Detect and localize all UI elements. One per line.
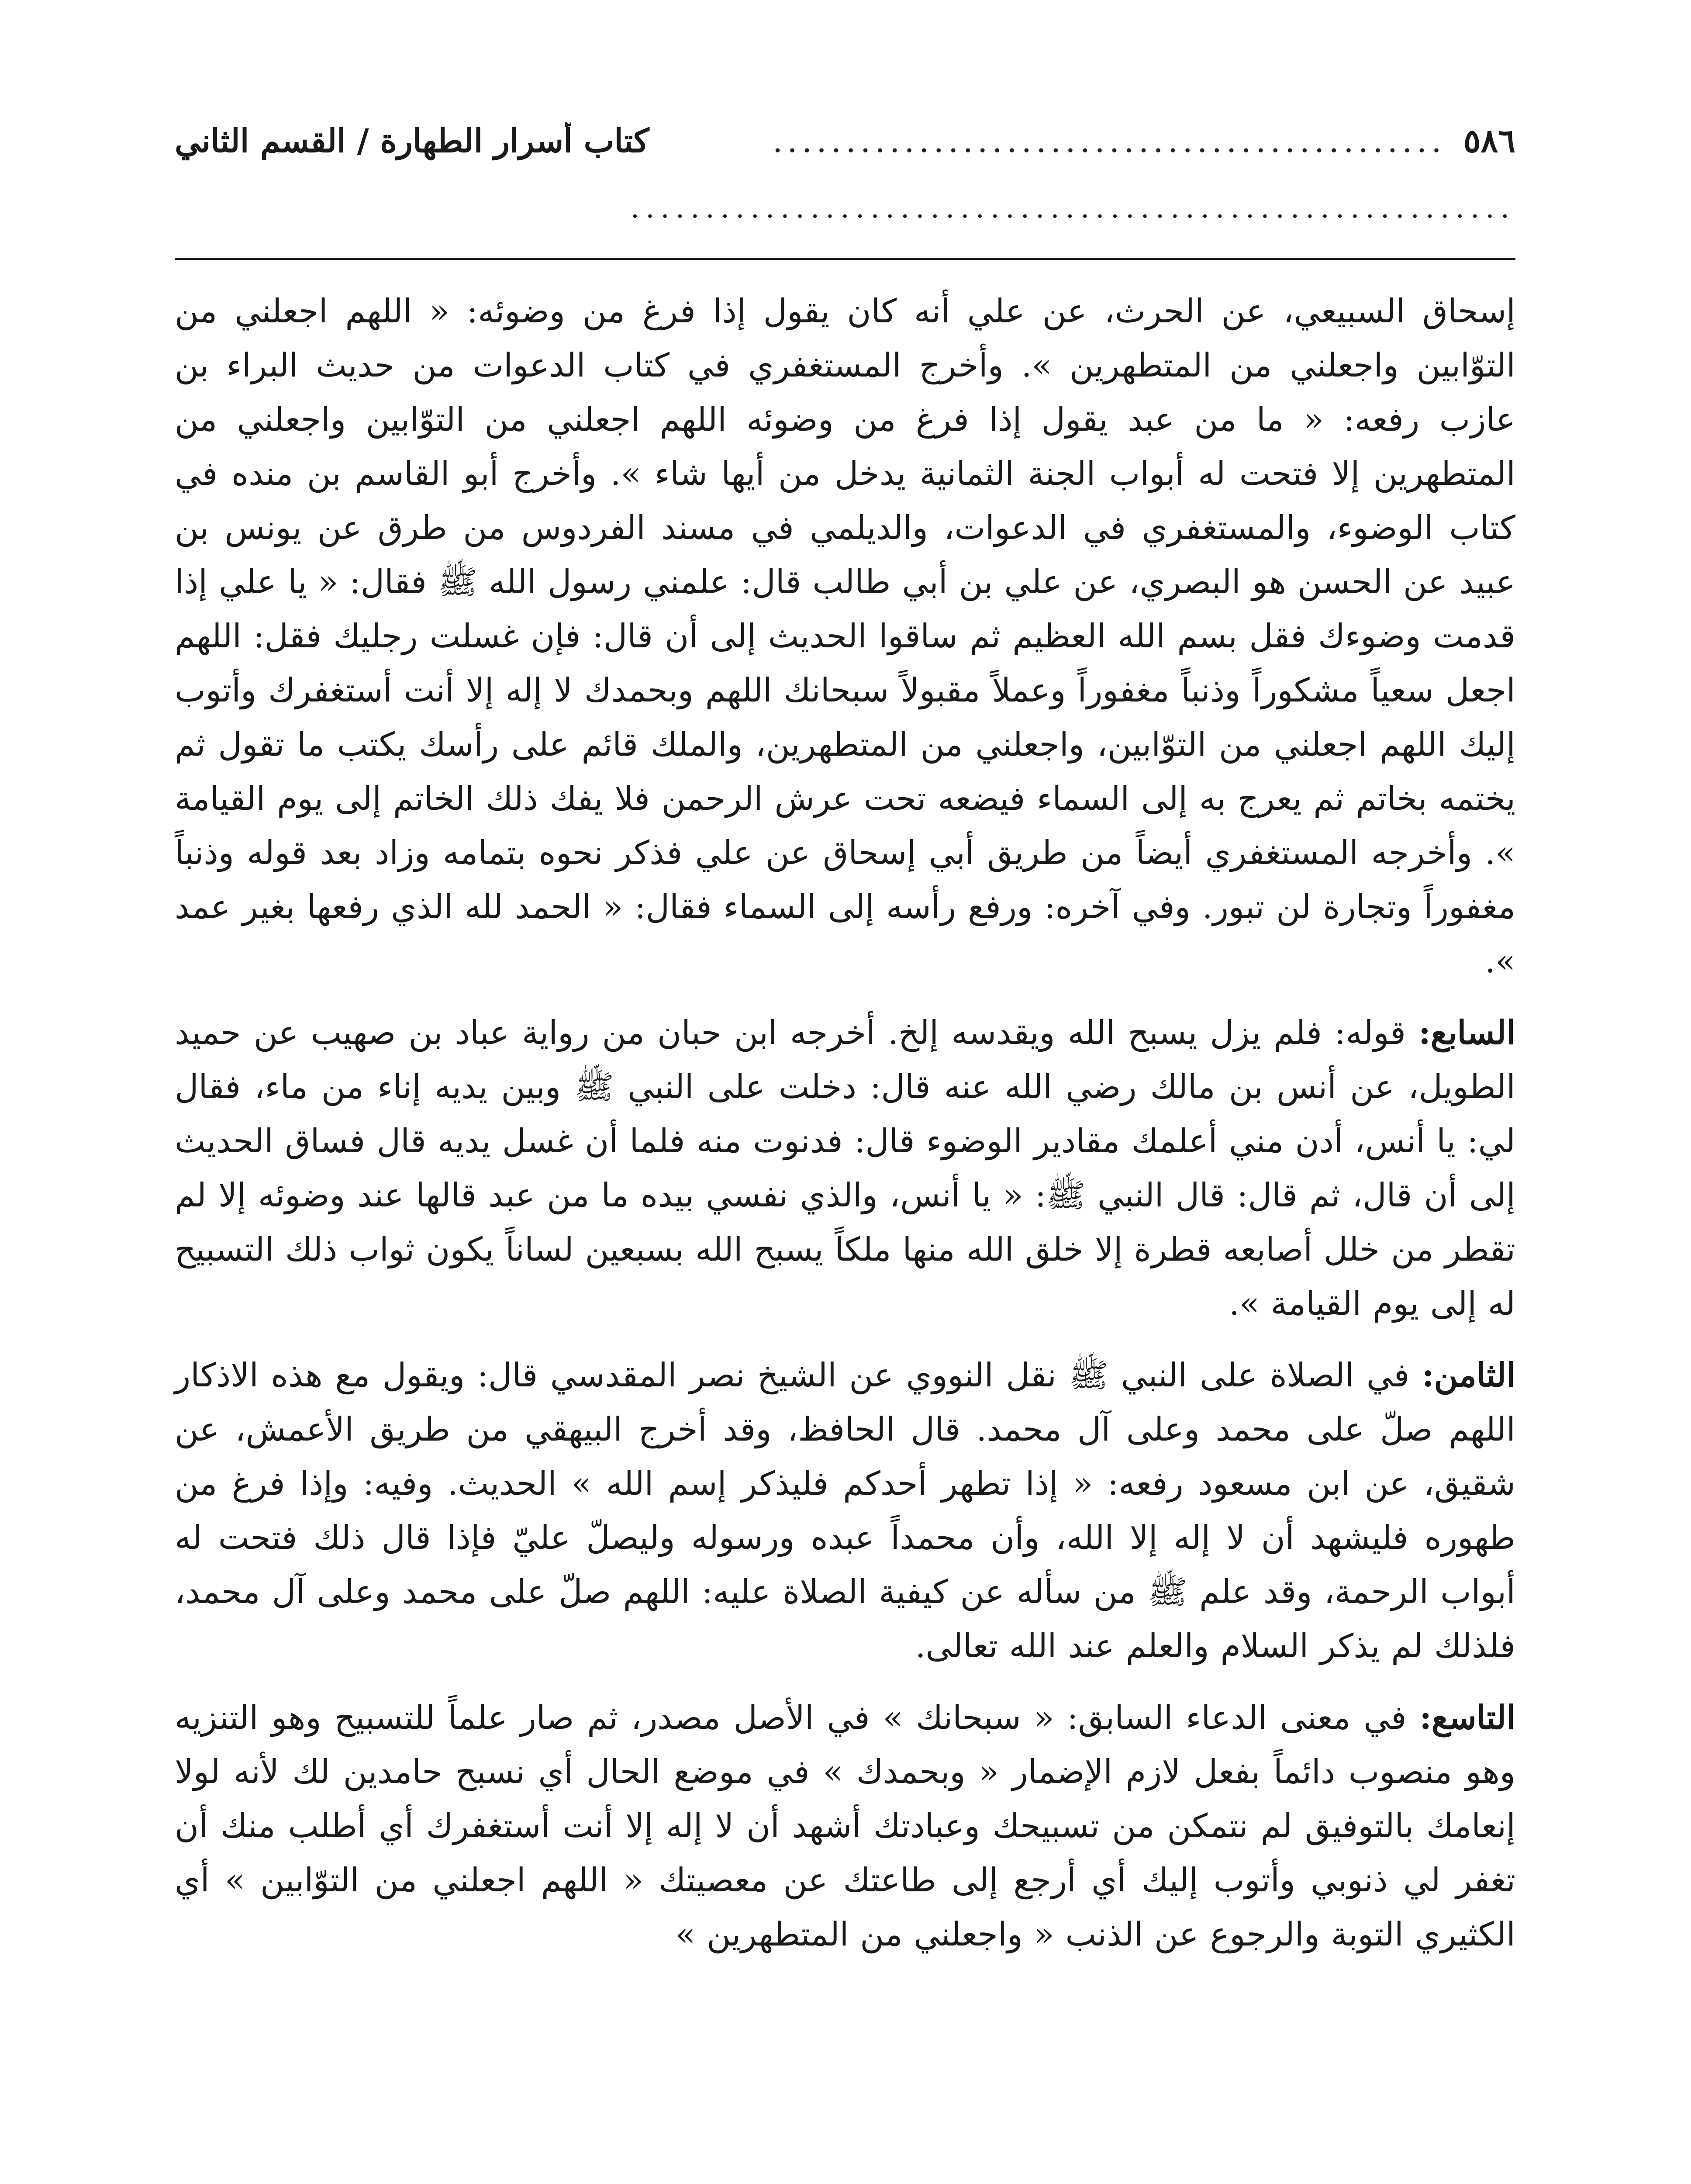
header-dot-leader: ..............................................	[772, 122, 1446, 160]
paragraph-text: إسحاق السبيعي، عن الحرث، عن علي أنه كان يقول إذا فرغ من وضوئه: « اللهم اجعلني من التوّابين واجعلني من المتطهرين ». وأخرج المستغفري في كتاب الدعوات من حديث البراء بن عازب رفعه: « ما من عبد يقول إذا فرغ من وضوئه اللهم اجعلني من التوّابين واجعلني من المتطهرين إلا فتحت له أبواب الجنة الثمانية يدخل من أيها شاء ». وأخرج أبو القاسم بن منده في كتاب الوضوء، والمستغفري في الدعوات، والديلمي في مسند الفردوس من طرق عن يونس بن عبيد عن الحسن هو البصري، عن علي بن أبي طالب قال: علمني رسول الله ﷺ فقال: « يا علي إذا قدمت وضوءك فقل بسم الله العظيم ثم ساقوا الحديث إلى أن قال: فإن غسلت رجليك فقل: اللهم اجعل سعياً مشكوراً وذنباً مغفوراً وعملاً مقبولاً سبحانك اللهم وبحمدك لا إله إلا أنت أستغفرك وأتوب إليك اللهم اجعلني من التوّابين، واجعلني من المتطهرين، والملك قائم على رأسك يكتب ما تقول ثم يختمه بخاتم ثم يعرج به إلى السماء فيضعه تحت عرش الرحمن فلا يفك ذلك الخاتم إلى يوم القيامة ». وأخرجه المستغفري أيضاً من طريق أبي إسحاق عن علي فذكر نحوه بتمامه وزاد بعد قوله وذنباً مغفوراً وتجارة لن تبور. وفي آخره: ورفع رأسه إلى السماء فقال: « الحمد لله الذي رفعها بغير عمد ».	[175, 292, 1515, 980]
body-text	[175, 284, 1515, 1961]
continuation-dots: ...........................................................	[630, 192, 1515, 225]
paragraph-lead: التاسع:	[1419, 1698, 1515, 1737]
paragraph-eighth	[175, 1348, 1515, 1673]
paragraph-ninth	[175, 1690, 1515, 1961]
page-number: ٥٨٦	[1463, 122, 1515, 160]
header-rule	[175, 258, 1515, 260]
paragraph-lead: السابع:	[1418, 1013, 1515, 1052]
paragraph-seventh	[175, 1006, 1515, 1330]
paragraph-lead: الثامن:	[1422, 1356, 1515, 1394]
paragraph-text: قوله: فلم يزل يسبح الله ويقدسه إلخ. أخرجه ابن حبان من رواية عباد بن صهيب عن حميد الطويل، عن أنس بن مالك رضي الله عنه قال: دخلت على النبي ﷺ وبين يديه إناء من ماء، فقال لي: يا أنس، أدن مني أعلمك مقادير الوضوء قال: فدنوت منه فلما أن غسل يديه قال فساق الحديث إلى أن قال، ثم قال: قال النبي ﷺ: « يا أنس، والذي نفسي بيده ما من عبد قالها عند وضوئه إلا لم تقطر من خلل أصابعه قطرة إلا خلق الله منها ملكاً يسبح الله بسبعين لساناً يكون ثواب ذلك التسبيح له إلى يوم القيامة ».	[175, 1013, 1515, 1323]
book-page	[175, 122, 1515, 2184]
paragraph-continuation	[175, 284, 1515, 988]
running-title: كتاب أسرار الطهارة / القسم الثاني	[175, 122, 649, 160]
running-header	[175, 122, 1515, 183]
paragraph-text: في الصلاة على النبي ﷺ نقل النووي عن الشيخ نصر المقدسي قال: ويقول مع هذه الاذكار اللهم صلّ على محمد وعلى آل محمد. قال الحافظ، وقد أخرج البيهقي من طريق الأعمش، عن شقيق، عن ابن مسعود رفعه: « إذا تطهر أحدكم فليذكر إسم الله » الحديث. وفيه: وإذا فرغ من طهوره فليشهد أن لا إله إلا الله، وأن محمداً عبده ورسوله وليصلّ عليّ فإذا قال ذلك فتحت له أبواب الرحمة، وقد علم ﷺ من سأله عن كيفية الصلاة عليه: اللهم صلّ على محمد وعلى آل محمد، فلذلك لم يذكر السلام والعلم عند الله تعالى.	[175, 1356, 1515, 1665]
paragraph-text: في معنى الدعاء السابق: « سبحانك » في الأصل مصدر، ثم صار علماً للتسبيح وهو التنزيه وهو منصوب دائماً بفعل لازم الإضمار « وبحمدك » في موضع الحال أي نسبح حامدين لك لأنه لولا إنعامك بالتوفيق لم نتمكن من تسبيحك وعبادتك أشهد أن لا إله إلا أنت أستغفرك أي أطلب منك أن تغفر لي ذنوبي وأتوب إليك أي أرجع إلى طاعتك عن معصيتك « اللهم اجعلني من التوّابين » أي الكثيري التوبة والرجوع عن الذنب « واجعلني من المتطهرين »	[175, 1698, 1515, 1953]
